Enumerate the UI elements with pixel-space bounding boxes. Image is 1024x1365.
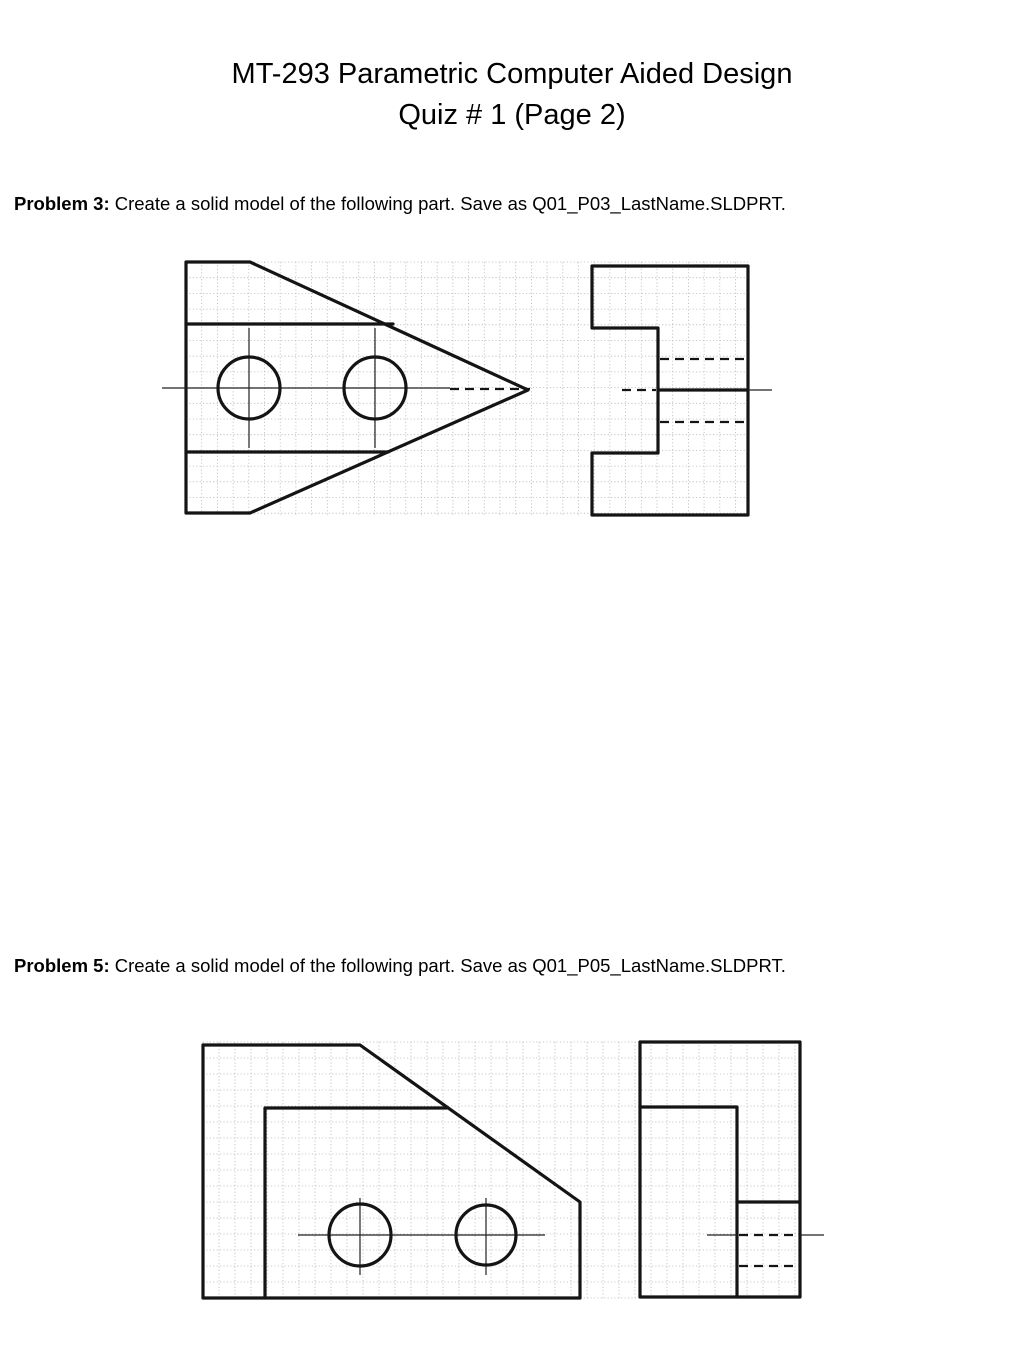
p5-side-outline xyxy=(640,1042,800,1297)
problem-3-label: Problem 3: xyxy=(14,193,110,214)
page-title: MT-293 Parametric Computer Aided Design xyxy=(231,58,793,90)
p5-side-inner-step xyxy=(640,1107,737,1297)
problem-3-drawing xyxy=(150,250,790,530)
problem-5-side-view xyxy=(640,1042,824,1297)
p5-front-outline xyxy=(203,1045,580,1298)
problem-5-drawing xyxy=(190,1030,840,1310)
problem-5-front-view xyxy=(203,1045,580,1298)
problem-3-text: Create a solid model of the following part. Save as Q01_P03_LastName.SLDPRT. xyxy=(109,193,786,214)
problem-5-label: Problem 5: xyxy=(14,955,110,976)
problem-5-instruction xyxy=(14,954,786,978)
problem-3-side-view xyxy=(592,266,772,515)
problem-3-instruction xyxy=(14,192,786,216)
page-subtitle: Quiz # 1 (Page 2) xyxy=(398,99,626,131)
problem-5-text: Create a solid model of the following part. Save as Q01_P05_LastName.SLDPRT. xyxy=(109,955,786,976)
